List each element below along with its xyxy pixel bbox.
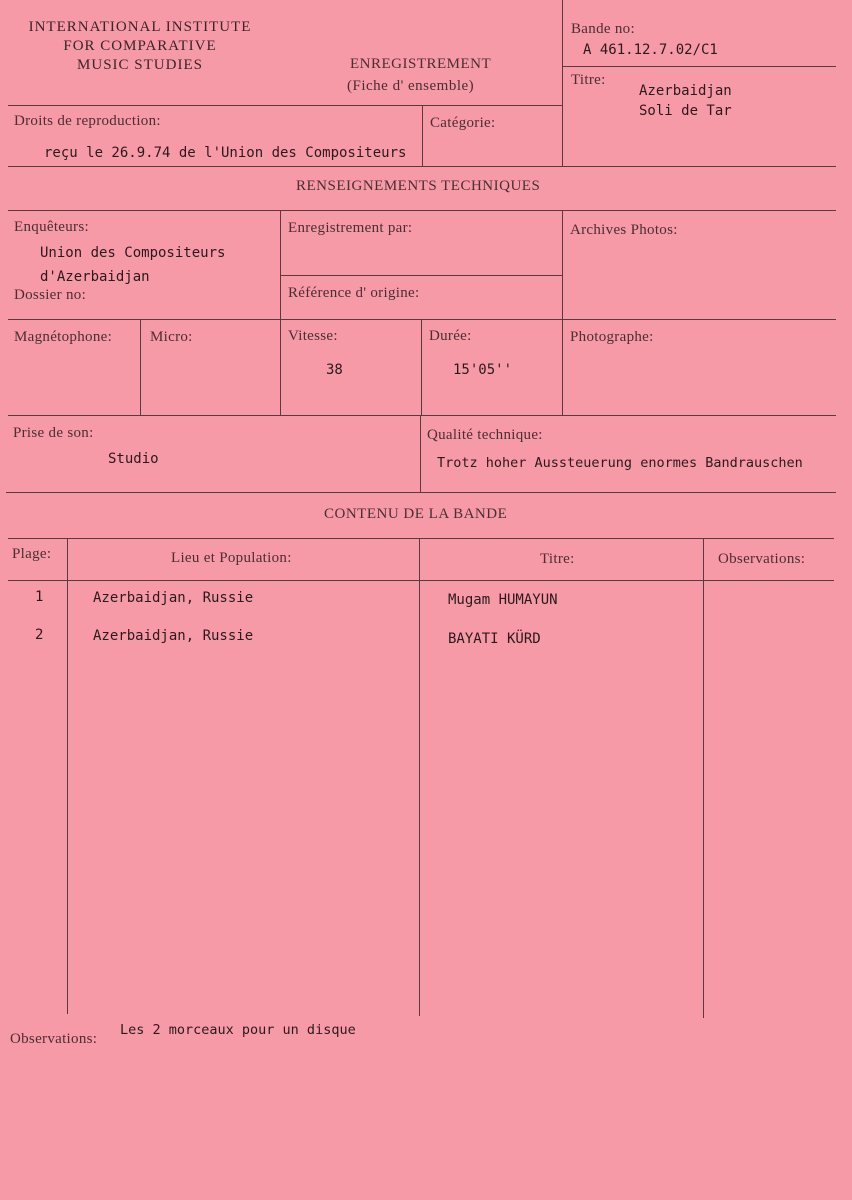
- divider: [420, 415, 421, 492]
- row-1-lieu: Azerbaidjan, Russie: [93, 590, 254, 606]
- observations-value: Les 2 morceaux pour un disque: [120, 1022, 356, 1038]
- section-title-contents: CONTENU DE LA BANDE: [324, 506, 508, 522]
- divider: [8, 538, 834, 539]
- droits-value: reçu le 26.9.74 de l'Union des Compositeurs: [44, 145, 407, 161]
- archives-photos-label: Archives Photos:: [570, 222, 678, 238]
- divider: [703, 538, 704, 1018]
- row-1-plage: 1: [35, 589, 44, 605]
- institute-name: [10, 18, 270, 75]
- prise-de-son-label: Prise de son:: [13, 425, 94, 441]
- section-title-technical: RENSEIGNEMENTS TECHNIQUES: [296, 178, 541, 194]
- bande-no-label: Bande no:: [571, 21, 635, 37]
- divider: [8, 210, 836, 211]
- divider: [8, 166, 836, 167]
- titre-label: Titre:: [571, 72, 606, 88]
- institute-line: FOR COMPARATIVE: [63, 38, 217, 54]
- col-header-titre: Titre:: [540, 551, 575, 567]
- col-header-observations: Observations:: [718, 551, 806, 567]
- divider: [280, 210, 281, 415]
- micro-label: Micro:: [150, 329, 193, 345]
- institute-line: MUSIC STUDIES: [77, 57, 203, 73]
- divider: [421, 319, 422, 415]
- vitesse-label: Vitesse:: [288, 328, 338, 344]
- divider: [140, 319, 141, 415]
- duree-label: Durée:: [429, 328, 472, 344]
- row-2-lieu: Azerbaidjan, Russie: [93, 628, 254, 644]
- row-2-plage: 2: [35, 627, 44, 643]
- magnetophone-label: Magnétophone:: [14, 329, 113, 345]
- divider: [562, 0, 563, 166]
- observations-label: Observations:: [10, 1031, 98, 1047]
- prise-de-son-value: Studio: [108, 451, 159, 467]
- dossier-label: Dossier no:: [14, 287, 87, 303]
- titre-value-line-1: Azerbaidjan: [639, 83, 732, 99]
- divider: [8, 415, 836, 416]
- form-subtitle: (Fiche d' ensemble): [347, 78, 475, 94]
- row-1-titre: Mugam HUMAYUN: [448, 592, 558, 608]
- row-2-titre: BAYATI KÜRD: [448, 631, 541, 647]
- bande-no-value: A 461.12.7.02/C1: [583, 42, 718, 58]
- divider: [422, 105, 423, 166]
- reference-label: Référence d' origine:: [288, 285, 420, 301]
- droits-label: Droits de reproduction:: [14, 113, 161, 129]
- divider: [6, 492, 836, 493]
- divider: [562, 66, 836, 67]
- divider: [8, 105, 562, 106]
- vitesse-value: 38: [326, 362, 343, 378]
- divider: [280, 275, 562, 276]
- col-header-plage: Plage:: [12, 546, 52, 562]
- divider: [67, 538, 68, 1014]
- categorie-label: Catégorie:: [430, 115, 496, 131]
- qualite-label: Qualité technique:: [427, 427, 543, 443]
- enregistrement-label: Enregistrement par:: [288, 220, 413, 236]
- divider: [8, 580, 834, 581]
- enqueteurs-label: Enquêteurs:: [14, 219, 89, 235]
- qualite-value: Trotz hoher Aussteuerung enormes Bandrauschen: [437, 455, 803, 471]
- col-header-lieu: Lieu et Population:: [171, 550, 292, 566]
- photographe-label: Photographe:: [570, 329, 654, 345]
- divider: [562, 210, 563, 415]
- divider: [419, 538, 420, 1016]
- form-title: ENREGISTREMENT: [350, 56, 492, 72]
- titre-value-line-2: Soli de Tar: [639, 103, 732, 119]
- duree-value: 15'05'': [453, 362, 513, 378]
- enqueteurs-value-line-2: d'Azerbaidjan: [40, 269, 150, 285]
- enqueteurs-value-line-1: Union des Compositeurs: [40, 245, 226, 261]
- divider: [8, 319, 836, 320]
- institute-line: INTERNATIONAL INSTITUTE: [28, 19, 252, 35]
